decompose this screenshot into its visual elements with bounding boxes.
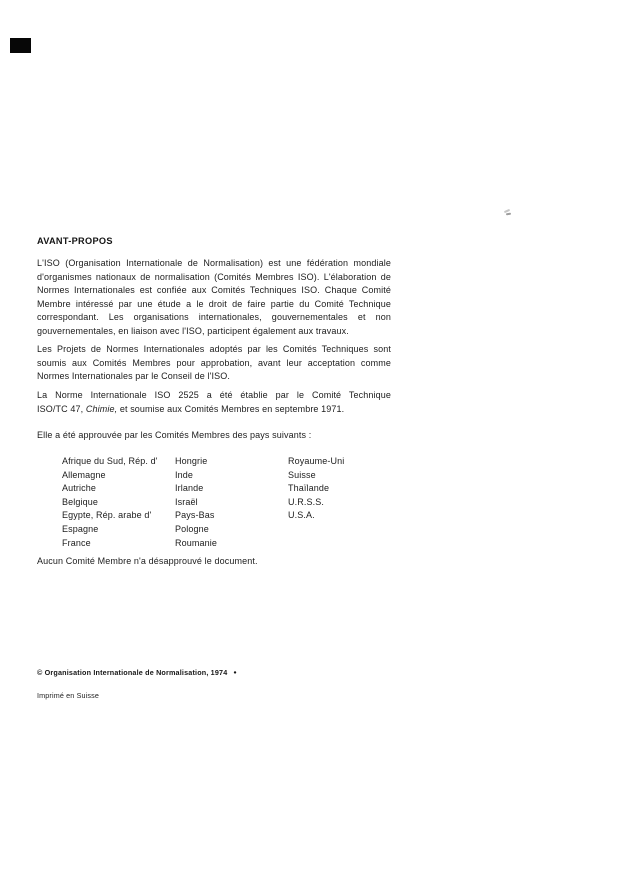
paragraph-line: La Norme Internationale ISO 2525 a été établie par le Comité Technique bbox=[37, 390, 391, 400]
country-name: Egypte, Rép. arabe d' bbox=[62, 510, 152, 521]
country-name: Suisse bbox=[288, 469, 316, 480]
paragraph-line: Les Projets de Normes Internationales adoptés par les Comités Techniques sont bbox=[37, 344, 391, 354]
country-name: Belgique bbox=[62, 496, 98, 507]
printed-in-line: Imprimé en Suisse bbox=[37, 691, 100, 700]
scan-artifact-smudge-stroke bbox=[506, 213, 511, 216]
country-name: Irlande bbox=[175, 483, 204, 494]
disapproval-note-line: Aucun Comité Membre n'a désapprouvé le document. bbox=[37, 556, 258, 566]
paragraph-line bbox=[37, 403, 391, 417]
approving-countries-list bbox=[0, 455, 620, 551]
paragraph-line-segment: ISO/TC 47, bbox=[37, 403, 86, 414]
country-name: Roumanie bbox=[175, 537, 217, 548]
countries-column-1 bbox=[62, 455, 158, 550]
copyright-text: © Organisation Internationale de Normalisation, 1974 bbox=[37, 668, 228, 677]
copyright-line bbox=[37, 668, 237, 677]
paragraph-line: d'organismes nationaux de normalisation (Comités Membres ISO). L'élaboration de bbox=[37, 271, 391, 282]
paragraph-line-segment: et soumise aux Comités Membres en septembre 1971. bbox=[117, 403, 345, 414]
country-name: U.R.S.S. bbox=[288, 496, 324, 507]
country-name: Hongrie bbox=[175, 456, 208, 466]
paragraph-iso-description bbox=[37, 257, 391, 338]
countries-column-3 bbox=[288, 455, 344, 523]
paragraph-line: soumis aux Comités Membres pour approbation, avant leur acceptation comme bbox=[37, 357, 391, 368]
paragraph-line: Normes Internationales est confiée aux Comités Techniques ISO. Chaque Comité bbox=[37, 285, 391, 295]
foreword-heading: AVANT-PROPOS bbox=[37, 236, 113, 246]
country-name: Espagne bbox=[62, 523, 99, 534]
paragraph-standard-origin bbox=[37, 389, 391, 416]
country-name: Thaïlande bbox=[288, 483, 330, 494]
paragraph-line: correspondant. Les organisations internationales, gouvernementales et non bbox=[37, 312, 391, 322]
country-name: Inde bbox=[175, 469, 193, 480]
scan-artifact-bar bbox=[10, 38, 31, 53]
bullet-dot-icon: ● bbox=[233, 670, 237, 676]
country-name: Pays-Bas bbox=[175, 510, 215, 521]
country-name: Pologne bbox=[175, 523, 209, 534]
country-name: Israël bbox=[175, 496, 198, 507]
paragraph-line: L'ISO (Organisation Internationale de Normalisation) est une fédération mondiale bbox=[37, 258, 391, 268]
countries-column-2 bbox=[175, 455, 217, 550]
paragraph-draft-adoption bbox=[37, 343, 391, 384]
country-name: Afrique du Sud, Rép. d' bbox=[62, 456, 158, 466]
country-name: Royaume-Uni bbox=[288, 456, 345, 466]
paragraph-line: gouvernementales, en liaison avec l'ISO, participent également aux travaux. bbox=[37, 325, 349, 336]
approval-intro-line: Elle a été approuvée par les Comités Membres des pays suivants : bbox=[37, 430, 312, 440]
country-name: U.S.A. bbox=[288, 510, 315, 521]
country-name: Autriche bbox=[62, 483, 96, 494]
standard-title-italic: Chimie, bbox=[85, 403, 118, 414]
paragraph-line: Normes Internationales par le Conseil de l'ISO. bbox=[37, 371, 230, 381]
scan-artifact-smudge bbox=[503, 209, 512, 216]
country-name: Allemagne bbox=[62, 469, 106, 480]
paragraph-line: Membre intéressé par une étude a le droit de faire partie du Comité Technique bbox=[37, 298, 391, 309]
country-name: France bbox=[62, 537, 91, 548]
